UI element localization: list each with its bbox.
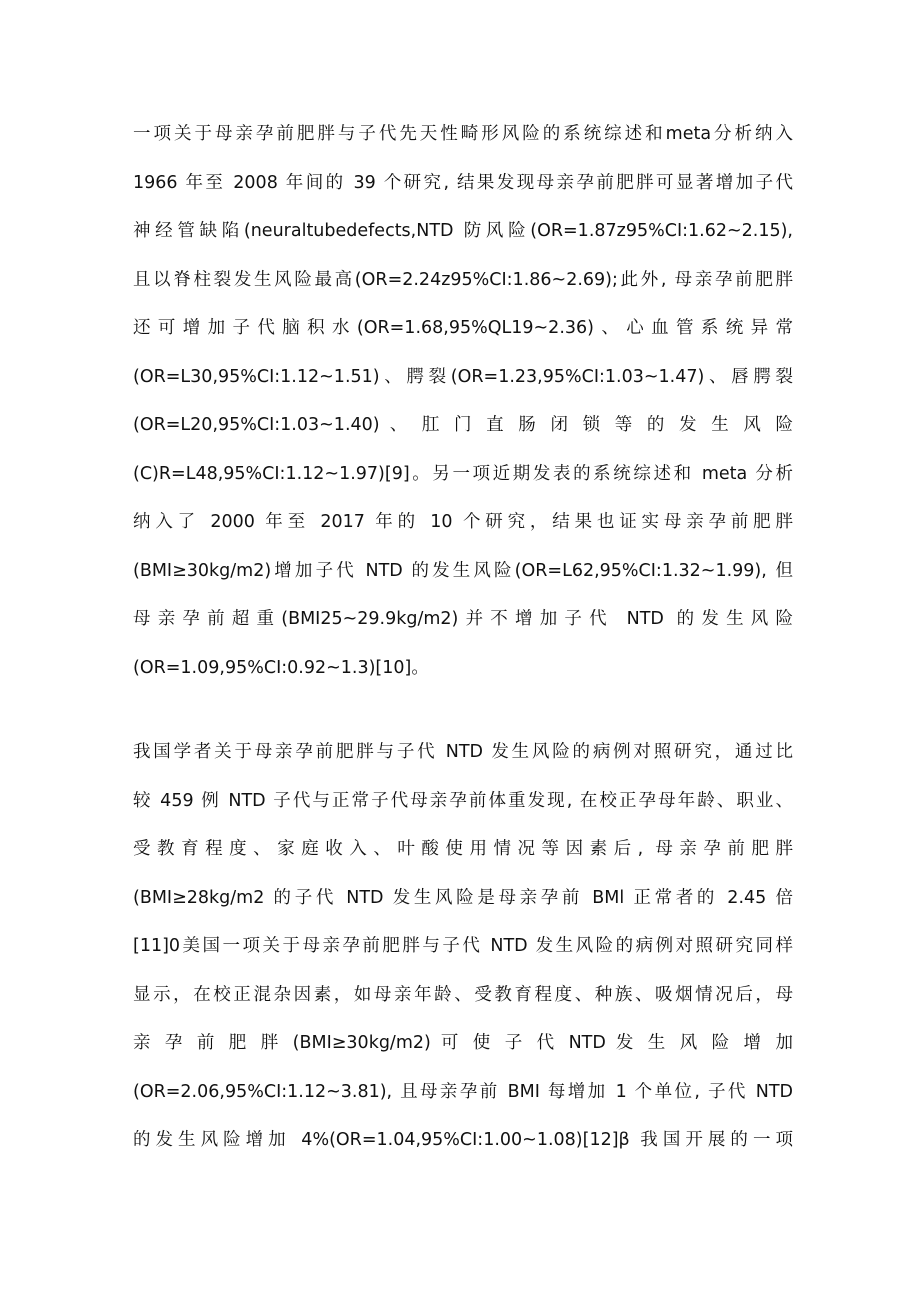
text-line: 亲 孕 前 肥 胖 (BMI≥30kg/m2) 可 使 子 代 NTD 发 生 风 险 增 加 [133,1033,793,1053]
text-line: 受教育程度、家庭收入、叶酸使用情况等因素后, 母亲孕前肥胖 [133,839,793,859]
text-line: [11]0美国一项关于母亲孕前肥胖与子代 NTD 发生风险的病例对照研究同样 [133,936,793,956]
text-line: 显示，在校正混杂因素，如母亲年龄、受教育程度、种族、吸烟情况后，母 [133,984,793,1005]
text-line: (OR=1.09,95%CI:0.92~1.3)[10]。 [133,657,429,678]
text-line: 且以脊柱裂发生风险最高(OR=2.24z95%CI:1.86~2.69);此外, 母亲孕前肥胖 [133,269,793,290]
paragraph-1 [133,118,793,700]
text-line: 1966 年至 2008 年间的 39 个研究, 结果发现母亲孕前肥胖可显著增加子代 [133,172,793,193]
text-line: (C)R=L48,95%CI:1.12~1.97)[9]。另一项近期发表的系统综述和 meta 分析 [133,463,793,484]
text-line: (OR=2.06,95%CI:1.12~3.81), 且母亲孕前 BMI 每增加 1 个单位, 子代 NTD [133,1081,793,1102]
text-line: (OR=L30,95%CI:1.12~1.51)、腭裂(OR=1.23,95%CI:1.03~1.47)、唇腭裂 [133,366,793,387]
text-line: 一项关于母亲孕前肥胖与子代先天性畸形风险的系统综述和meta分析纳入 [133,124,793,144]
text-line: 母亲孕前超重(BMI25~29.9kg/m2)并不增加子代 NTD 的发生风险 [133,609,793,629]
text-line: 还可增加子代脑积水(OR=1.68,95%QL19~2.36)、心血管系统异常 [133,318,793,338]
text-line: (OR=L20,95%CI:1.03~1.40) 、 肛 门 直 肠 闭 锁 等 的 发 生 风 险 [133,415,793,435]
paragraph-2 [133,736,793,1173]
text-line: (BMI≥30kg/m2)增加子代 NTD 的发生风险(OR=L62,95%CI:1.32~1.99), 但 [133,560,793,581]
text-line: 的发生风险增加 4%(OR=1.04,95%CI:1.00~1.08)[12]β 我国开展的一项 [133,1130,793,1150]
text-line: 我国学者关于母亲孕前肥胖与子代 NTD 发生风险的病例对照研究，通过比 [133,742,793,762]
text-line: 较 459 例 NTD 子代与正常子代母亲孕前体重发现, 在校正孕母年龄、职业、 [133,790,793,811]
text-line: 纳入了 2000 年至 2017 年的 10 个研究，结果也证实母亲孕前肥胖 [133,512,793,532]
text-line: (BMI≥28kg/m2 的子代 NTD 发生风险是母亲孕前 BMl 正常者的 2.45 倍 [133,887,793,908]
text-line: 神经管缺陷(neuraltubedefects,NTD 防风险(OR=1.87z95%CI:1.62~2.15), [133,221,793,241]
